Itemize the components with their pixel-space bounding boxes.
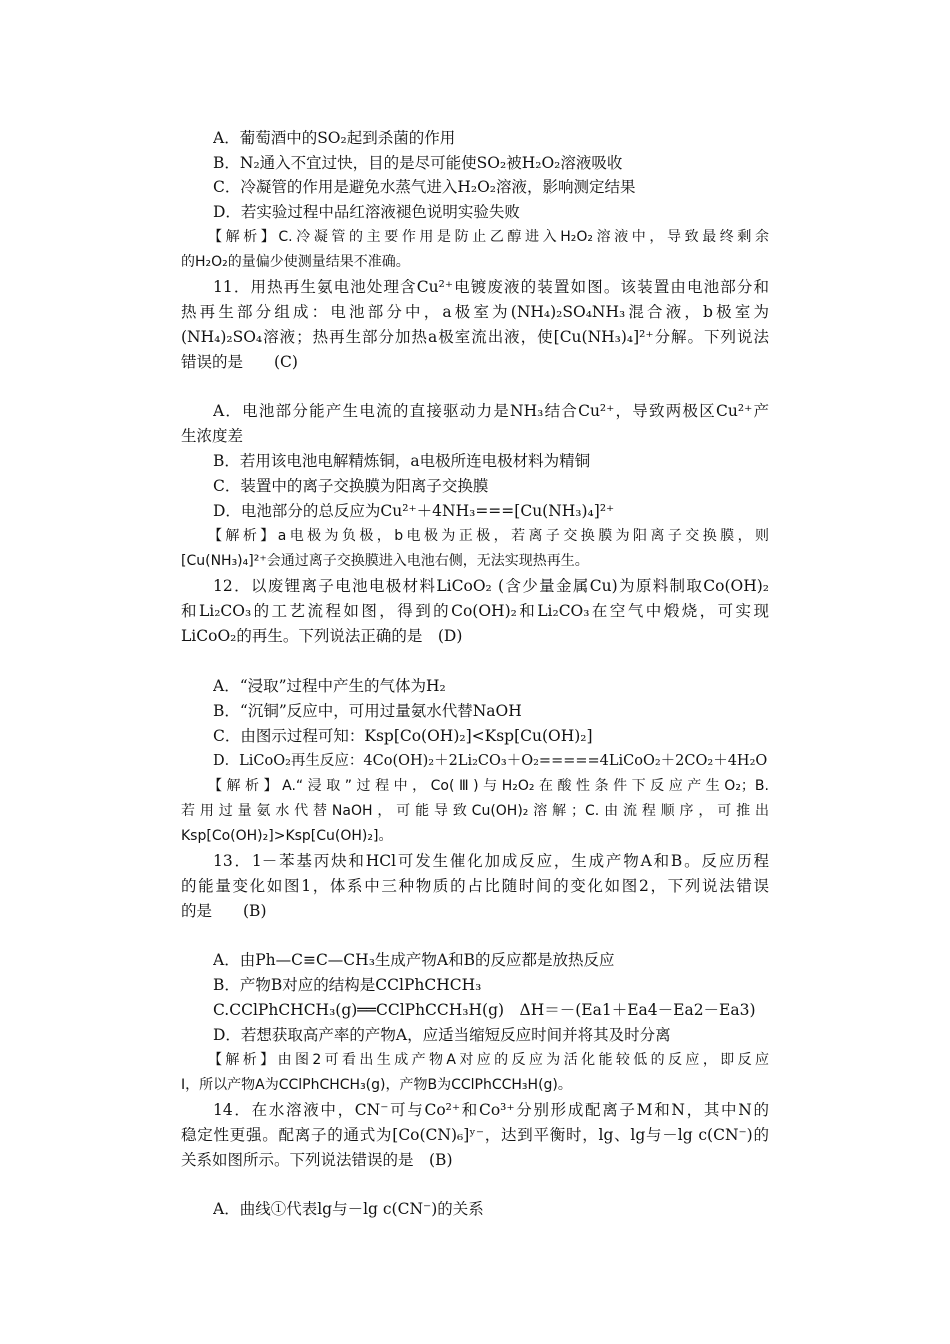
q13-option-b: B．产物B对应的结构是CClPhCHCH₃	[213, 976, 482, 994]
q13-analysis-line: Ⅰ，所以产物A为CClPhCHCH₃(g)，产物B为CClPhCCH₃H(g)。	[181, 1077, 572, 1093]
q12-stem-line: 和Li₂CO₃的工艺流程如图，得到的Co(OH)₂和Li₂CO₃在空气中煅烧，可实现	[181, 602, 769, 620]
q11-option-b: B．若用该电池电解精炼铜，a电极所连电极材料为精铜	[213, 452, 591, 470]
q13-option-a: A．由Ph—C≡C—CH₃生成产物A和B的反应都是放热反应	[213, 951, 615, 969]
q13-stem-line: 的是 (B)	[181, 902, 267, 920]
q14-option-a: A．曲线①代表lg与－lg c(CN⁻)的关系	[213, 1200, 484, 1218]
q12-option-d: D．LiCoO₂再生反应：4Co(OH)₂＋2Li₂CO₃＋O₂=====4LiCoO₂＋2CO₂＋4H₂O	[213, 753, 768, 769]
q12-stem-line: LiCoO₂的再生。下列说法正确的是 (D)	[181, 627, 463, 645]
q11-stem-line: 错误的是 (C)	[181, 353, 298, 371]
q12-analysis-line: 若用过量氨水代替NaOH，可能导致Cu(OH)₂溶解；C.由流程顺序，可推出	[181, 803, 769, 819]
q13-option-d: D．若想获取高产率的产物A，应适当缩短反应时间并将其及时分离	[213, 1026, 671, 1044]
q10-analysis-line: 【解析】C.冷凝管的主要作用是防止乙醇进入H₂O₂溶液中，导致最终剩余	[208, 229, 769, 245]
q12-analysis-line: 【解析】A.“浸取”过程中，Co(Ⅲ)与H₂O₂在酸性条件下反应产生O₂；B.	[208, 778, 769, 794]
q11-analysis-line: [Cu(NH₃)₄]²⁺会通过离子交换膜进入电池右侧，无法实现热再生。	[181, 553, 589, 569]
q10-option-a: A．葡萄酒中的SO₂起到杀菌的作用	[213, 129, 456, 147]
q13-stem-line: 13．1－苯基丙炔和HCl可发生催化加成反应，生成产物A和B。反应历程	[213, 852, 769, 870]
q14-stem-line: 稳定性更强。配离子的通式为[Co(CN)₆]ʸ⁻，达到平衡时，lg、lg与－lg c(CN⁻)的	[181, 1126, 769, 1144]
q12-analysis-line: Ksp[Co(OH)₂]>Ksp[Cu(OH)₂]。	[181, 828, 393, 844]
q14-stem-line: 关系如图所示。下列说法错误的是 (B)	[181, 1151, 453, 1169]
q13-analysis-line: 【解析】由图2可看出生成产物A对应的反应为活化能较低的反应，即反应	[208, 1052, 769, 1068]
q10-option-b: B．N₂通入不宜过快，目的是尽可能使SO₂被H₂O₂溶液吸收	[213, 154, 623, 172]
q11-option-a: A．电池部分能产生电流的直接驱动力是NH₃结合Cu²⁺，导致两极区Cu²⁺产	[213, 402, 769, 420]
q11-analysis-line: 【解析】a电极为负极，b电极为正极，若离子交换膜为阳离子交换膜，则	[208, 528, 769, 544]
q10-option-c: C．冷凝管的作用是避免水蒸气进入H₂O₂溶液，影响测定结果	[213, 178, 636, 196]
q12-option-b: B．“沉铜”反应中，可用过量氨水代替NaOH	[213, 702, 522, 720]
q11-stem-line: 11．用热再生氨电池处理含Cu²⁺电镀废液的装置如图。该装置由电池部分和	[213, 278, 769, 296]
q11-stem-line: (NH₄)₂SO₄溶液；热再生部分加热a极室流出液，使[Cu(NH₃)₄]²⁺分解。下列说法	[181, 328, 769, 346]
q13-stem-line: 的能量变化如图1，体系中三种物质的占比随时间的变化如图2，下列说法错误	[181, 877, 769, 895]
q14-stem-line: 14．在水溶液中，CN⁻可与Co²⁺和Co³⁺分别形成配离子M和N，其中N的	[213, 1101, 769, 1119]
q13-option-c: C.CClPhCHCH₃(g)══CClPhCCH₃H(g) ΔH＝－(Ea1＋Ea4－Ea2－Ea3)	[213, 1001, 756, 1019]
q12-option-a: A．“浸取”过程中产生的气体为H₂	[213, 677, 446, 695]
q11-option-d: D．电池部分的总反应为Cu²⁺＋4NH₃===[Cu(NH₃)₄]²⁺	[213, 502, 615, 520]
q11-stem-line: 热再生部分组成：电池部分中，a极室为(NH₄)₂SO₄NH₃混合液，b极室为	[181, 303, 769, 321]
q10-option-d: D．若实验过程中品红溶液褪色说明实验失败	[213, 203, 520, 221]
q12-option-c: C．由图示过程可知：Ksp[Co(OH)₂]<Ksp[Cu(OH)₂]	[213, 727, 593, 745]
q10-analysis-line: 的H₂O₂的量偏少使测量结果不准确。	[181, 254, 410, 270]
q11-option-c: C．装置中的离子交换膜为阳离子交换膜	[213, 477, 489, 495]
q12-stem-line: 12．以废锂离子电池电极材料LiCoO₂ (含少量金属Cu)为原料制取Co(OH)₂	[213, 577, 769, 595]
q11-option-a-cont: 生浓度差	[181, 427, 244, 445]
